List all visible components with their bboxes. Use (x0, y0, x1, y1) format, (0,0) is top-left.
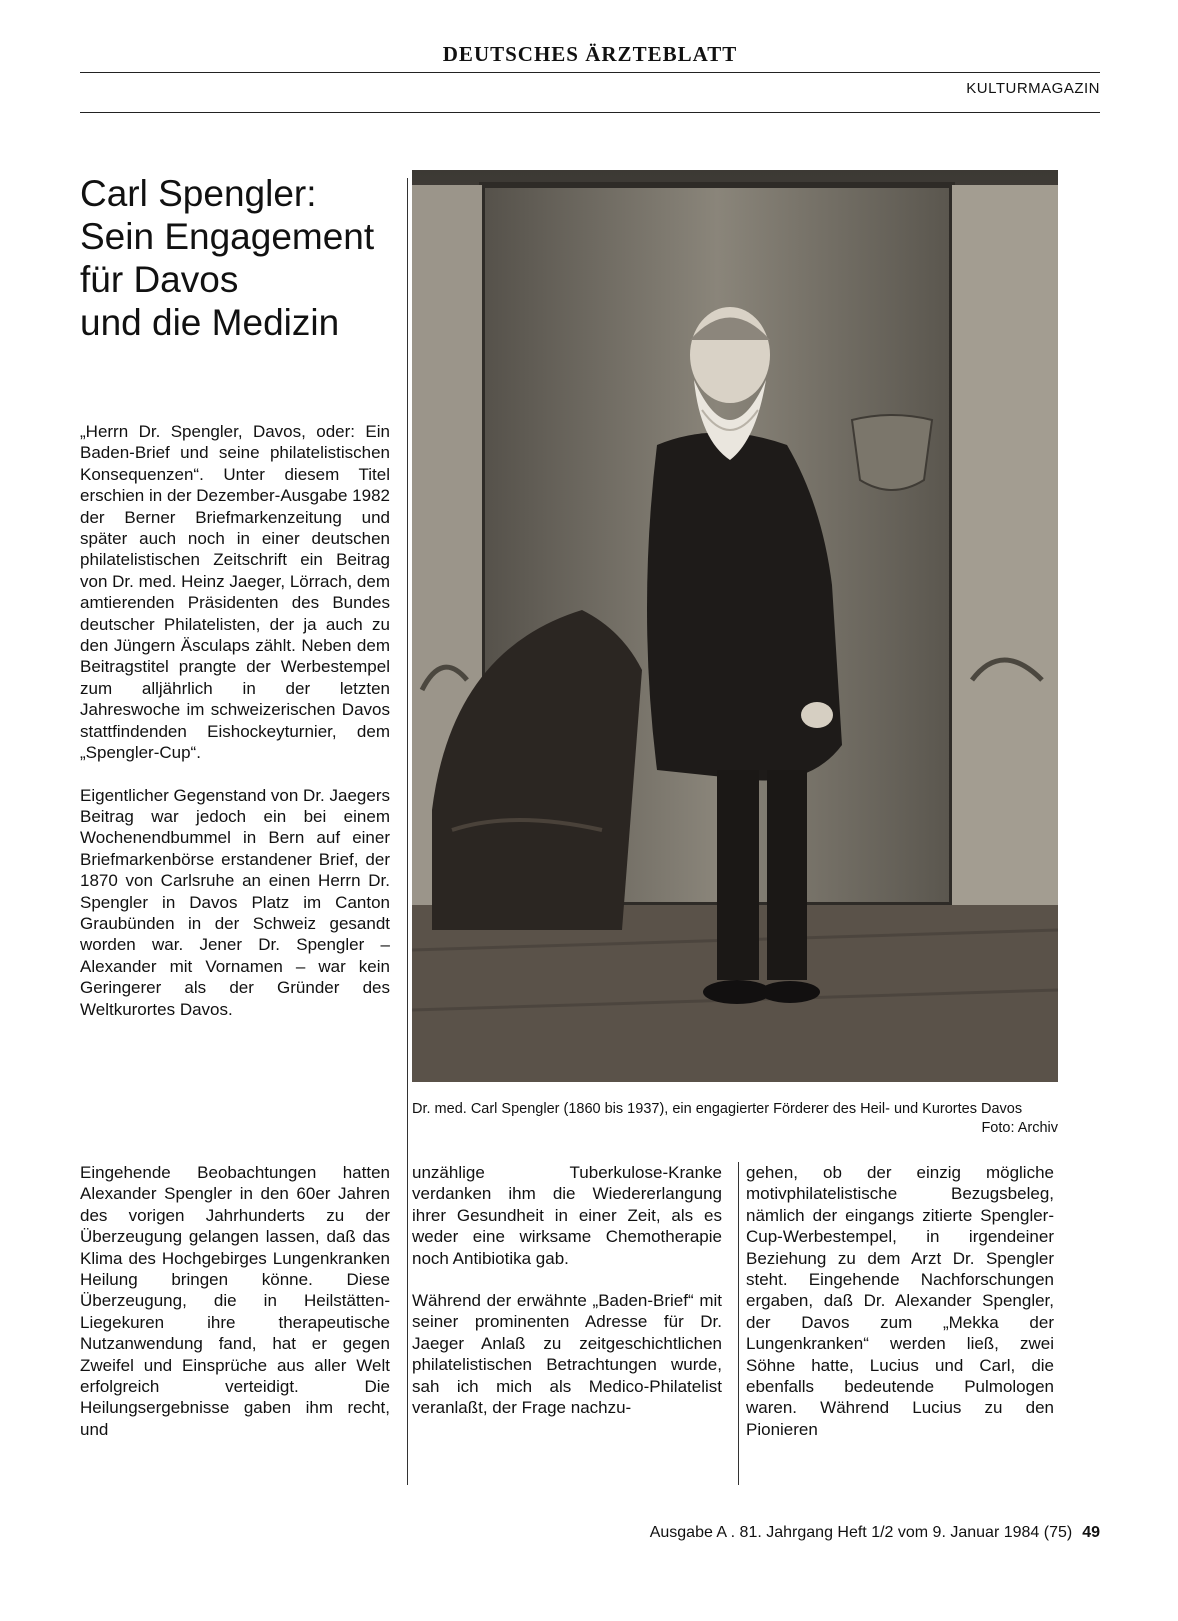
portrait-photo (412, 170, 1058, 1082)
body-column-2 (80, 1162, 390, 1461)
issue-info: Ausgabe A . 81. Jahrgang Heft 1/2 vom 9. Januar 1984 (75) (649, 1524, 1073, 1541)
article-title (80, 172, 400, 344)
page-footer (650, 1524, 1100, 1542)
title-line: Sein Engagement (80, 216, 375, 257)
body-column-1 (80, 421, 390, 1041)
paragraph: gehen, ob der einzig mögliche motivphilatelistische Bezugsbeleg, nämlich der eingangs zitierte Spengler-Cup-Werbestempel, in irgendeiner Beziehung zu dem Arzt Dr. Spengler steht. Eingehende Nachforschungen ergaben, daß Dr. Alexander Spengler, der Davos zum „Mekka der Lungenkranken“ werden ließ, zwei Söhne hatte, Lucius und Carl, die ebenfalls bedeutende Pulmologen waren. Während Lucius zu den Pionieren (746, 1163, 1054, 1439)
title-line: und die Medizin (80, 302, 340, 343)
portrait-illustration (412, 170, 1058, 1082)
top-rule (80, 72, 1100, 73)
body-column-3 (412, 1162, 722, 1439)
section-label: KULTURMAGAZIN (966, 80, 1100, 97)
paragraph: Eingehende Beobachtungen hatten Alexander Spengler in den 60er Jahren des vorigen Jahrhunderts zu der Überzeugung gelangen lassen, daß das Klima des Hochgebirges Lungenkranken Heilung bringen könne. Diese Überzeugung, die in Heilstätten-Liegekuren ihre therapeutische Nutzanwendung fand, hat er gegen Zweifel und Einsprüche aus aller Welt erfolgreich verteidigt. Die Heilungsergebnisse gaben ihm recht, und (80, 1163, 390, 1439)
column-divider (407, 178, 408, 1485)
body-column-4 (746, 1162, 1054, 1461)
paragraph: unzählige Tuberkulose-Kranke verdanken ihm die Wiedererlangung ihrer Gesundheit in einer Zeit, als es weder eine wirksame Chemotherapie noch Antibiotika gab. (412, 1163, 722, 1268)
title-line: für Davos (80, 259, 239, 300)
header-rule (80, 112, 1100, 113)
masthead: DEUTSCHES ÄRZTEBLATT (442, 42, 738, 66)
photo-caption (412, 1100, 1058, 1136)
paragraph: „Herrn Dr. Spengler, Davos, oder: Ein Baden-Brief und seine philatelistischen Konsequenzen“. Unter diesem Titel erschien in der Dezember-Ausgabe 1982 der Berner Briefmarkenzeitung und später auch noch in einer deutschen philatelistischen Zeitschrift ein Beitrag von Dr. med. Heinz Jaeger, Lörrach, dem amtierenden Präsidenten des Bundes deutscher Philatelisten, der ja auch zu den Jüngern Äsculaps zählt. Neben dem Beitragstitel prangte der Werbestempel zum alljährlich in der letzten Jahreswoche im schweizerischen Davos stattfindenden Eishockeyturnier, dem „Spengler-Cup“. (80, 422, 390, 763)
photo-credit: Foto: Archiv (981, 1120, 1058, 1136)
column-divider-lower (738, 1162, 739, 1485)
paragraph: Eigentlicher Gegenstand von Dr. Jaegers Beitrag war jedoch ein bei einem Wochenendbummel in Bern auf einer Briefmarkenbörse erstandener Brief, der 1870 von Carlsruhe an einen Herrn Dr. Spengler in Davos Platz im Canton Graubünden in der Schweiz gesandt worden war. Jener Dr. Spengler – Alexander mit Vornamen – war kein Geringerer als der Gründer des Weltkurortes Davos. (80, 785, 390, 1019)
paragraph: Während der erwähnte „Baden-Brief“ mit seiner prominenten Adresse für Dr. Jaeger Anlaß zu zeitgeschichtlichen philatelistischen Betrachtungen wurde, sah ich mich als Medico-Philatelist veranlaßt, der Frage nachzu- (412, 1291, 722, 1418)
caption-text: Dr. med. Carl Spengler (1860 bis 1937), ein engagierter Förderer des Heil- und Kurortes Davos (412, 1101, 1023, 1117)
title-line: Carl Spengler: (80, 173, 317, 214)
page-number: 49 (1082, 1524, 1100, 1541)
